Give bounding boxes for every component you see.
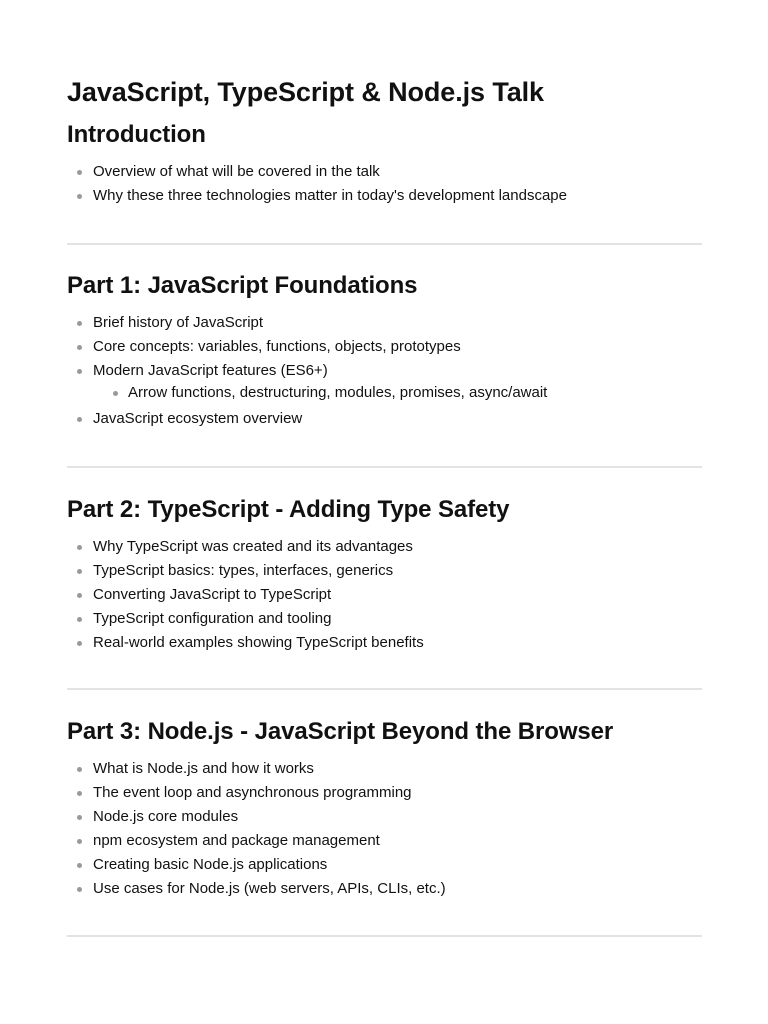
section-introduction: [67, 120, 702, 210]
list-item-text: Creating basic Node.js applications: [93, 856, 328, 873]
list-item: [67, 855, 702, 875]
section-heading: Part 2: TypeScript - Adding Type Safety: [67, 496, 510, 523]
list-item: [67, 831, 702, 851]
list-item-text: Arrow functions, destructuring, modules, promises, async/await: [128, 384, 548, 401]
list-item-text: Converting JavaScript to TypeScript: [93, 586, 332, 603]
bullet-icon: [77, 887, 82, 892]
list-item: [67, 585, 702, 605]
bullet-icon: [77, 815, 82, 820]
list-item-text: Core concepts: variables, functions, objects, prototypes: [93, 338, 461, 355]
list-item-text: Real-world examples showing TypeScript benefits: [93, 634, 424, 651]
section-heading: Introduction: [67, 121, 206, 148]
list-item-text: TypeScript configuration and tooling: [93, 610, 332, 627]
bullet-list: [67, 537, 702, 653]
bullet-icon: [77, 345, 82, 350]
list-item-text: Modern JavaScript features (ES6+): [93, 362, 328, 379]
bullet-icon: [77, 417, 82, 422]
bullet-icon: [77, 321, 82, 326]
bullet-icon: [77, 593, 82, 598]
section-divider: [67, 688, 702, 690]
list-item-text: Why TypeScript was created and its advantages: [93, 538, 413, 555]
list-item: [67, 162, 702, 182]
bullet-icon: [77, 839, 82, 844]
bullet-list: [67, 759, 702, 899]
list-item: [67, 409, 702, 429]
list-item-text: Brief history of JavaScript: [93, 314, 264, 331]
section-part-3: [67, 717, 702, 903]
list-item: [67, 337, 702, 357]
bullet-list: [67, 313, 702, 429]
list-item-text: The event loop and asynchronous programming: [93, 784, 412, 801]
list-item-text: npm ecosystem and package management: [93, 832, 380, 849]
document-title: JavaScript, TypeScript & Node.js Talk: [67, 77, 544, 107]
section-heading: Part 3: Node.js - JavaScript Beyond the Browser: [67, 718, 614, 745]
bullet-icon: [113, 391, 118, 396]
list-item-text: Node.js core modules: [93, 808, 239, 825]
list-item: [67, 783, 702, 803]
bullet-icon: [77, 194, 82, 199]
bullet-list: [67, 162, 702, 206]
bullet-icon: [77, 617, 82, 622]
section-divider: [67, 243, 702, 245]
bullet-icon: [77, 170, 82, 175]
list-item: [67, 186, 702, 206]
list-item: [67, 879, 702, 899]
list-item: [67, 633, 702, 653]
section-divider: [67, 935, 702, 937]
section-divider: [67, 466, 702, 468]
bullet-icon: [77, 569, 82, 574]
list-item: [67, 759, 702, 779]
bullet-icon: [77, 863, 82, 868]
list-item: [67, 361, 702, 381]
bullet-icon: [77, 369, 82, 374]
section-part-1: [67, 271, 702, 433]
bullet-icon: [77, 545, 82, 550]
list-item-text: Why these three technologies matter in today's development landscape: [93, 187, 567, 204]
list-item: [67, 609, 702, 629]
list-item: [67, 807, 702, 827]
list-item-text: Use cases for Node.js (web servers, APIs, CLIs, etc.): [93, 880, 446, 897]
list-item: [67, 313, 702, 333]
section-part-2: [67, 495, 702, 657]
bullet-icon: [77, 791, 82, 796]
list-item: [67, 537, 702, 557]
nested-list-item: [67, 383, 702, 403]
list-item: [67, 561, 702, 581]
list-item-text: TypeScript basics: types, interfaces, generics: [93, 562, 394, 579]
list-item-text: JavaScript ecosystem overview: [93, 410, 303, 427]
bullet-icon: [77, 641, 82, 646]
list-item-text: Overview of what will be covered in the talk: [93, 163, 380, 180]
list-item-text: What is Node.js and how it works: [93, 760, 314, 777]
section-heading: Part 1: JavaScript Foundations: [67, 272, 418, 299]
bullet-icon: [77, 767, 82, 772]
